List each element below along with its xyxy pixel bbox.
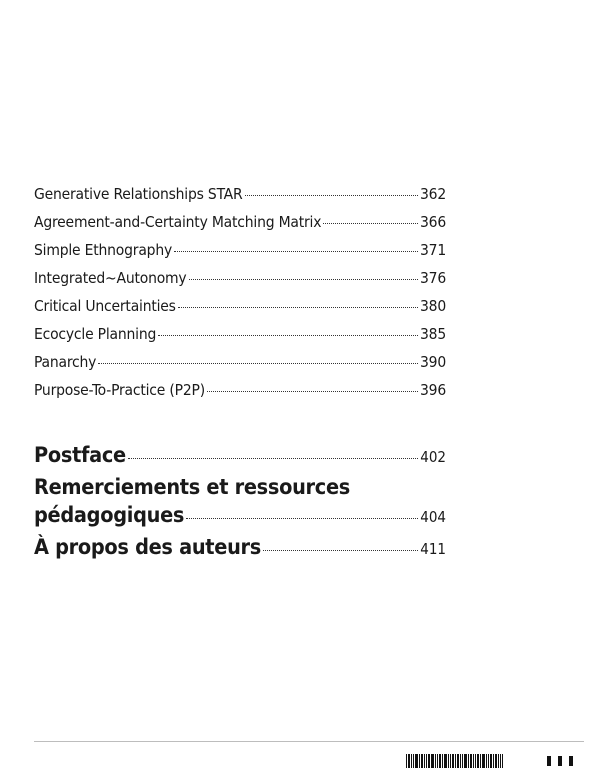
toc-entry-page: 376: [419, 269, 446, 287]
barcode-icon: [406, 754, 504, 768]
toc-section-postface[interactable]: [34, 443, 446, 475]
toc-entry-page: 362: [419, 185, 446, 203]
toc-entry-page: 390: [419, 353, 446, 371]
toc-entry[interactable]: [34, 353, 446, 381]
dot-leader: [174, 251, 418, 252]
toc-section-title: Postface: [34, 443, 126, 468]
toc-entry-title: Panarchy: [34, 353, 97, 371]
toc-entry[interactable]: [34, 185, 446, 213]
toc-entry-title: Ecocycle Planning: [34, 325, 157, 343]
toc-entry-page: 396: [419, 381, 446, 399]
dot-leader: [98, 363, 418, 364]
toc-section-title[interactable]: Remerciements et ressources: [34, 475, 351, 500]
toc-entry-page: 380: [419, 297, 446, 315]
toc-chapter-list: [34, 185, 446, 409]
toc-entry-title: Agreement-and-Certainty Matching Matrix: [34, 213, 322, 231]
toc-entry[interactable]: [34, 381, 446, 409]
toc-entry-page: 366: [419, 213, 446, 231]
toc-entry-title: Generative Relationships STAR: [34, 185, 243, 203]
toc-section-page: 402: [420, 448, 446, 466]
toc-entry[interactable]: [34, 213, 446, 241]
toc-section-list: [34, 443, 446, 567]
dot-leader: [323, 223, 418, 224]
dot-leader: [186, 518, 418, 519]
footer-rule: [34, 741, 584, 742]
dot-leader: [158, 335, 418, 336]
toc-entry-page: 371: [419, 241, 446, 259]
toc-entry-title: Simple Ethnography: [34, 241, 173, 259]
toc-entry[interactable]: [34, 241, 446, 269]
toc-section-apropos[interactable]: [34, 535, 446, 567]
toc-entry[interactable]: [34, 297, 446, 325]
toc-section-remerciements[interactable]: [34, 503, 446, 535]
dot-leader: [245, 195, 418, 196]
dot-leader: [128, 458, 418, 459]
dot-leader: [178, 307, 418, 308]
toc-section-title: À propos des auteurs: [34, 535, 262, 560]
toc-entry-title: Purpose-To-Practice (P2P): [34, 381, 205, 399]
toc-section-page: 411: [420, 540, 446, 558]
registration-marks-icon: [547, 756, 580, 766]
toc-section-title: pédagogiques: [34, 503, 185, 528]
toc-entry[interactable]: [34, 269, 446, 297]
toc-entry-page: 385: [419, 325, 446, 343]
toc-entry-title: Critical Uncertainties: [34, 297, 176, 315]
toc-entry-title: Integrated~Autonomy: [34, 269, 187, 287]
dot-leader: [207, 391, 418, 392]
toc-entry[interactable]: [34, 325, 446, 353]
dot-leader: [263, 550, 418, 551]
toc-section-page: 404: [420, 508, 446, 526]
dot-leader: [189, 279, 418, 280]
